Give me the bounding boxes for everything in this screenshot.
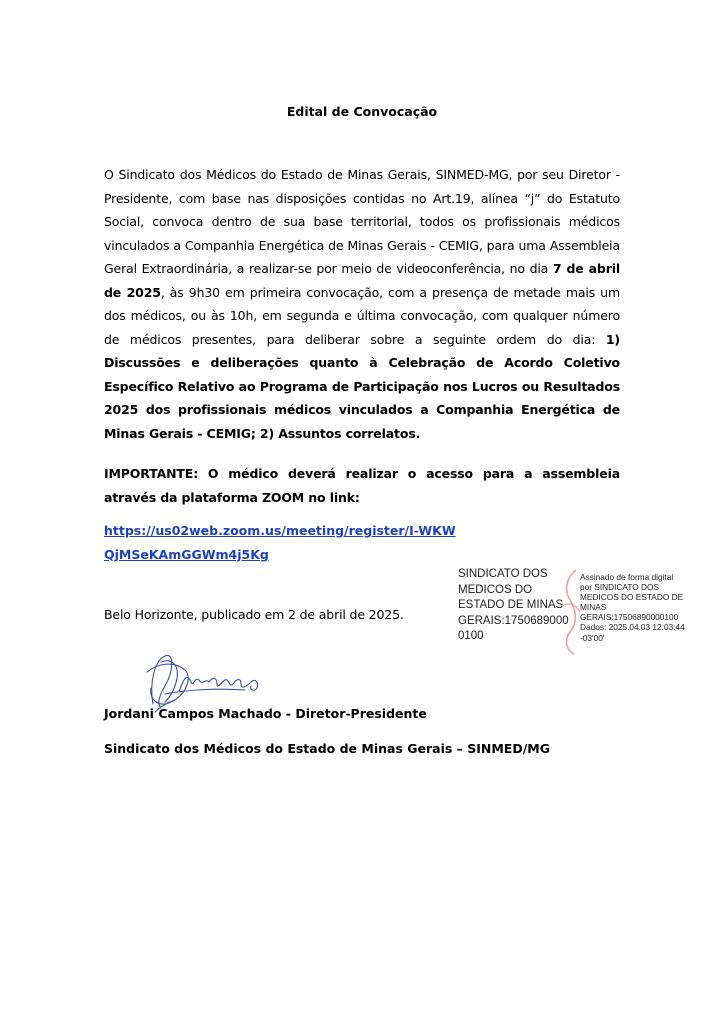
- zoom-registration-link[interactable]: https://us02web.zoom.us/meeting/register/I-WKWQjMSeKAmGGWm4j5Kg: [104, 523, 456, 562]
- organization-name: Sindicato dos Médicos do Estado de Minas Gerais – SINMED/MG: [104, 741, 550, 756]
- sig-detail-line: por SINDICATO DOS: [580, 582, 659, 593]
- sig-name-line: SINDICATO DOS: [458, 568, 548, 580]
- sig-name-line: MEDICOS DO: [458, 583, 533, 596]
- paragraph-part-2: , às 9h30 em primeira convocação, com a presença de metade mais um dos médicos, ou às 10h, em segunda e última convocação, com qualquer número de médicos presentes, para deliberar sobre a seguinte ordem do dia:: [104, 284, 620, 347]
- sig-name-line: 0100: [458, 630, 484, 642]
- sig-detail-line: MINAS: [580, 602, 607, 613]
- sig-detail-line: GERAIS:17506890000100: [580, 612, 679, 623]
- digital-signature-details: [580, 572, 710, 643]
- sig-detail-line: -03'00': [580, 632, 605, 643]
- paragraph-part-1: O Sindicato dos Médicos do Estado de Minas Gerais, SINMED-MG, por seu Diretor - Presidente, com base nas disposições contidas no Art.19, alínea “j” do Estatuto Social, convoca dentro de sua base territorial, todos os profissionais médicos vinculados a Companhia Energética de Minas Gerais - CEMIG, para uma Assembleia Geral Extraordinária, a realizar-se por meio de videoconferência, no dia: [104, 167, 620, 276]
- signer-name: Jordani Campos Machado - Diretor-Presidente: [104, 706, 427, 721]
- important-notice: IMPORTANTE: O médico deverá realizar o acesso para a assembleia através da plataforma ZOOM no link:: [104, 466, 620, 505]
- document-title: Edital de Convocação: [286, 104, 438, 119]
- sig-name-line: ESTADO DE MINAS: [458, 599, 564, 611]
- publication-statement: Belo Horizonte, publicado em 2 de abril de 2025.: [104, 607, 404, 622]
- agenda-items: 1) Discussões e deliberações quanto à Celebração de Acordo Coletivo Específico Relativo ao Programa de Participação nos Lucros ou Resultados 2025 dos profissionais médicos vinculados a Companhia Energética de Minas Gerais - CEMIG; 2) Assuntos correlatos.: [104, 331, 620, 441]
- sig-detail-line: Assinado de forma digital: [580, 572, 674, 582]
- sig-name-line: GERAIS:1750689000: [458, 614, 569, 627]
- convocation-paragraph: [104, 163, 620, 445]
- sig-detail-line: MEDICOS DO ESTADO DE: [580, 592, 684, 603]
- sig-detail-line: Dados: 2025.04.03 12:03:44: [580, 622, 685, 633]
- meeting-date: 7 de abril de 2025: [104, 261, 620, 300]
